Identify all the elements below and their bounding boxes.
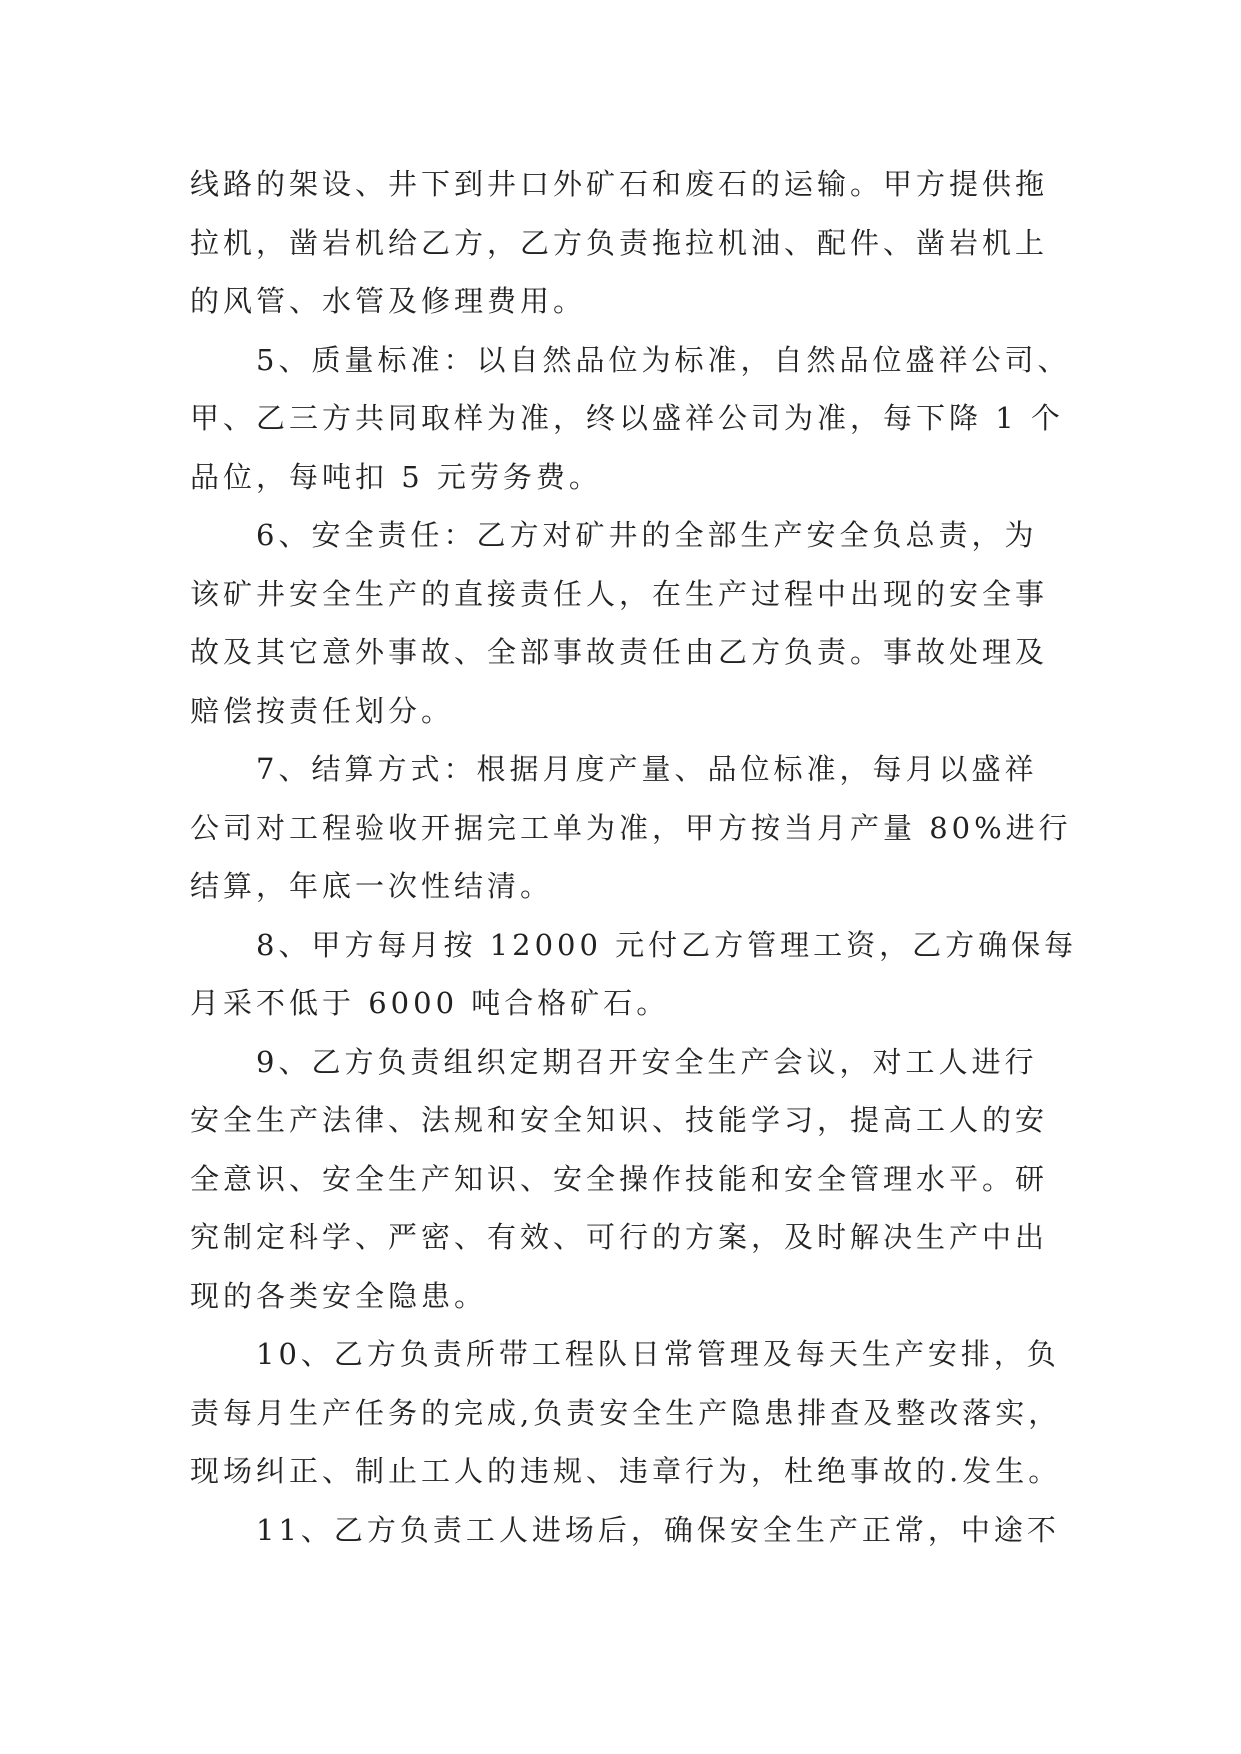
text-line: 的风管、水管及修理费用。 — [190, 284, 587, 318]
contract-body — [190, 155, 1078, 1559]
text-line: 该矿井安全生产的直接责任人，在生产过程中出现的安全事 — [190, 576, 1049, 611]
clause-7-line: 7、结算方式：根据月度产量、品位标准，每月以盛祥 — [190, 752, 1038, 786]
text-line: 品位，每吨扣 5 元劳务费。 — [190, 459, 602, 494]
clause-6-line: 6、安全责任：乙方对矿井的全部生产安全负总责，为 — [190, 518, 1038, 552]
clause-8-line: 8、甲方每月按 12000 元付乙方管理工资，乙方确保每 — [190, 927, 1078, 962]
text-line: 现的各类安全隐患。 — [190, 1278, 488, 1313]
clause-11-line: 11、乙方负责工人进场后，确保安全生产正常，中途不 — [190, 1512, 1060, 1547]
text-line: 故及其它意外事故、全部事故责任由乙方负责。事故处理及 — [190, 635, 1049, 669]
text-line: 全意识、安全生产知识、安全操作技能和安全管理水平。研 — [190, 1161, 1049, 1196]
text-line: 公司对工程验收开据完工单为准，甲方按当月产量 80%进行 — [190, 810, 1072, 845]
text-line: 甲、乙三方共同取样为准，终以盛祥公司为准，每下降 1 个 — [190, 401, 1064, 435]
text-line: 线路的架设、井下到井口外矿石和废石的运输。甲方提供拖 — [190, 167, 1049, 201]
text-line: 月采不低于 6000 吨合格矿石。 — [190, 986, 670, 1020]
clause-5-line: 5、质量标准：以自然品位为标准，自然品位盛祥公司、 — [190, 342, 1071, 377]
text-line: 赔偿按责任划分。 — [190, 693, 455, 728]
text-line: 结算，年底一次性结清。 — [190, 869, 554, 903]
text-line: 安全生产法律、法规和安全知识、技能学习，提高工人的安 — [190, 1103, 1049, 1137]
text-line: 责每月生产任务的完成,负责安全生产隐患排查及整改落实， — [190, 1395, 1062, 1430]
clause-10-line: 10、乙方负责所带工程队日常管理及每天生产安排，负 — [190, 1337, 1060, 1371]
text-line: 拉机，凿岩机给乙方，乙方负责拖拉机油、配件、凿岩机上 — [190, 225, 1049, 260]
text-line: 究制定科学、严密、有效、可行的方案，及时解决生产中出 — [190, 1220, 1049, 1254]
text-line: 现场纠正、制止工人的违规、违章行为，杜绝事故的.发生。 — [190, 1454, 1062, 1488]
clause-9-line: 9、乙方负责组织定期召开安全生产会议，对工人进行 — [190, 1044, 1038, 1079]
